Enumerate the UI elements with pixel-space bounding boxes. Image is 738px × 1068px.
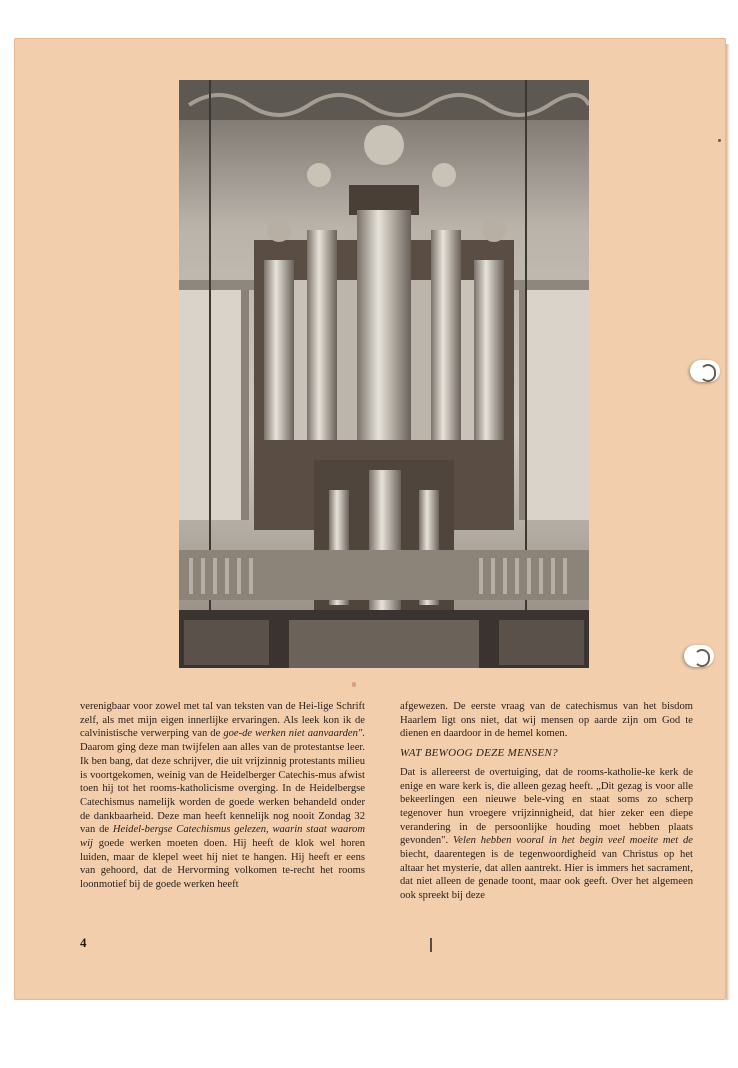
punch-ring-icon: [700, 364, 716, 382]
organ-photograph: [179, 80, 589, 668]
text-run: Daarom ging deze man twijfelen aan alles van de protestantse leer. Ik ben bang, dat deze schrijver, die uit vrijzinnig protestants milieu is voortgekomen, weinig van de Heidelberger Catechis-mus afwist toen hij tot het rooms-katholicisme overging. In de Heidelbergse Catechismus namelijk worden de goede werken behandeld onder de dankbaarheid. Deze man heeft kennelijk nog nooit Zondag 32 van de: [80, 742, 365, 836]
right-paragraph-1: afgewezen. De eerste vraag van de catechismus van het bisdom Haarlem ligt ons niet, dat wij mensen op aarde zijn om God te dienen en daardoor in de hemel komen.: [400, 701, 693, 740]
page-edge-shadow: [726, 44, 730, 1000]
punch-hole-top: [690, 360, 720, 382]
italic-text: Heidel-bergse Catechismus gelezen, waarin staat waarom wij: [80, 824, 365, 850]
italic-quote: goe-de werken niet aanvaarden".: [223, 728, 365, 740]
text-run: goede werken moeten doen. Hij heeft de klok wel horen luiden, maar de klepel weet hij niet te hangen. Hij heeft er eens van gehoord, dat de Hervorming volkomen te-recht het rooms loonmotief bij de goede werken heeft: [80, 838, 365, 891]
section-heading: WAT BEWOOG DEZE MENSEN?: [400, 747, 558, 760]
ink-mark: [352, 682, 356, 687]
fold-mark: [430, 938, 432, 952]
text-run: verenigbaar voor zowel met tal van teksten van de Hei-lige Schrift zelf, als met mijn eigen innerlijke ervaringen. Als leek kon ik de calvinistische verwerping van de: [80, 701, 365, 740]
punch-ring-icon: [694, 649, 710, 667]
italic-text: Velen hebben vooral in het begin veel moeite met de: [453, 835, 693, 847]
speck-dot: [718, 139, 721, 142]
right-paragraph-2: [400, 766, 693, 903]
text-run: Dat is allereerst de overtuiging, dat de rooms-katholie-ke kerk de enige en ware kerk is, die alleen gezag heeft. „Dit gezag is voor alle bekeerlingen een nieuwe bele-ving en staat soms zo scherp tegenover hun vroegere vrijzinnigheid, dat hier zeker een diepe verandering in de persoonlijke houding moet hebben plaats gevonden".: [400, 766, 693, 847]
text-run: biecht, daarentegen is de tegenwoordigheid van Christus op het altaar het mysterie, dat allen aantrekt. Hier is immers het sacrament, dat niet alleen de genade toont, maar ook geeft. Over het algemeen ook spreekt bij deze: [400, 849, 693, 902]
left-paragraph: [80, 700, 365, 892]
punch-hole-bottom: [684, 645, 714, 667]
right-text-column: [400, 700, 693, 903]
left-text-column: [80, 700, 365, 892]
page-number: 4: [80, 935, 87, 950]
